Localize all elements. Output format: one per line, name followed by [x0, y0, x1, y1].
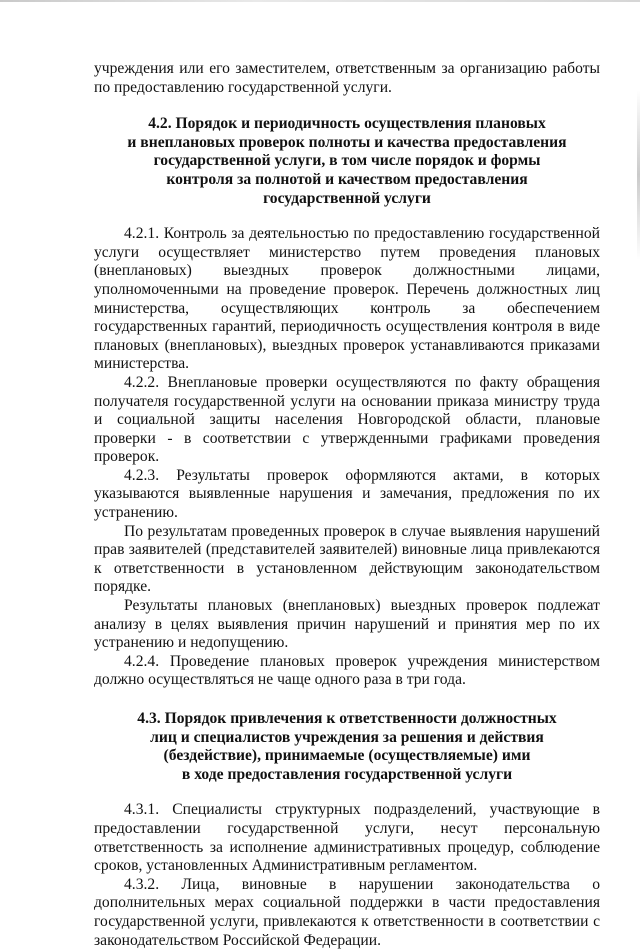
section-4-2-body [94, 225, 600, 690]
heading-line: и внеплановых проверок полноты и качества предоставления [127, 133, 567, 151]
section-4-3-body [94, 801, 600, 950]
paragraph-4-2-3: 4.2.3. Результаты проверок оформляются актами, в которых указываются выявленные нарушения и замечания, предложения по их устранению. [94, 466, 600, 522]
paragraph-4-2-1: 4.2.1. Контроль за деятельностью по предоставлению государственной услуги осуществляет министерство путем проведения плановых (внеплановых) выездных проверок должностными лицами, уполномоченными на проведение проверок. Перечень должностных лиц министерства, осуществляющих контроль за обеспечением государственных гарантий, периодичность осуществления контроля в виде плановых (внеплановых), выездных проверок устанавливаются приказами министерства. [94, 225, 600, 373]
heading-line: контроля за полнотой и качеством предоставления [166, 170, 528, 188]
paragraph-4-2-4: 4.2.4. Проведение плановых проверок учреждения министерством должно осуществляться не чаще одного раза в три года. [94, 652, 600, 689]
section-4-3-heading [94, 710, 600, 784]
document-page [94, 60, 600, 950]
scan-top-edge [0, 0, 640, 2]
paragraph-results: Результаты плановых (внеплановых) выездных проверок подлежат анализу в целях выявления причин нарушений и принятия мер по их устранению и недопущению. [94, 597, 600, 652]
heading-line: государственной услуги, в том числе порядок и формы [153, 152, 541, 170]
paragraph-4-2-2: 4.2.2. Внеплановые проверки осуществляются по факту обращения получателя государственной услуги на основании приказа министру труда и социальной защиты населения Новгородской области, плановые проверки - в соответствии с утвержденными графиками проведения проверок. [94, 373, 600, 466]
paragraph-violations: По результатам проведенных проверок в случае выявления нарушений прав заявителей (представителей заявителей) виновные лица привлекаются к ответственности в установленном действующим законодательством порядке. [94, 522, 600, 596]
intro-paragraph: учреждения или его заместителем, ответственным за организацию работы по предоставлению государственной услуги. [94, 60, 600, 96]
paragraph-4-3-2: 4.3.2. Лица, виновные в нарушении законодательства о дополнительных мерах социальной поддержки в части предоставления государственной услуги, привлекаются к ответственности в соответствии с законодательством Российской Федерации. [94, 875, 600, 949]
heading-line: в ходе предоставления государственной услуги [181, 765, 513, 783]
heading-line: государственной услуги [263, 189, 431, 207]
paragraph-4-3-1: 4.3.1. Специалисты структурных подразделений, участвующие в предоставлении государственной услуги, несут персональную ответственность за исполнение административных процедур, соблюдение сроков, установленных Административным регламентом. [94, 801, 600, 875]
heading-line: (бездействие), принимаемые (осуществляемые) ими [163, 747, 531, 765]
heading-line: 4.3. Порядок привлечения к ответственности должностных [137, 710, 557, 727]
section-4-2-heading [94, 115, 600, 208]
heading-line: лиц и специалистов учреждения за решения и действия [150, 728, 544, 746]
heading-line: 4.2. Порядок и периодичность осуществления плановых [148, 115, 546, 133]
